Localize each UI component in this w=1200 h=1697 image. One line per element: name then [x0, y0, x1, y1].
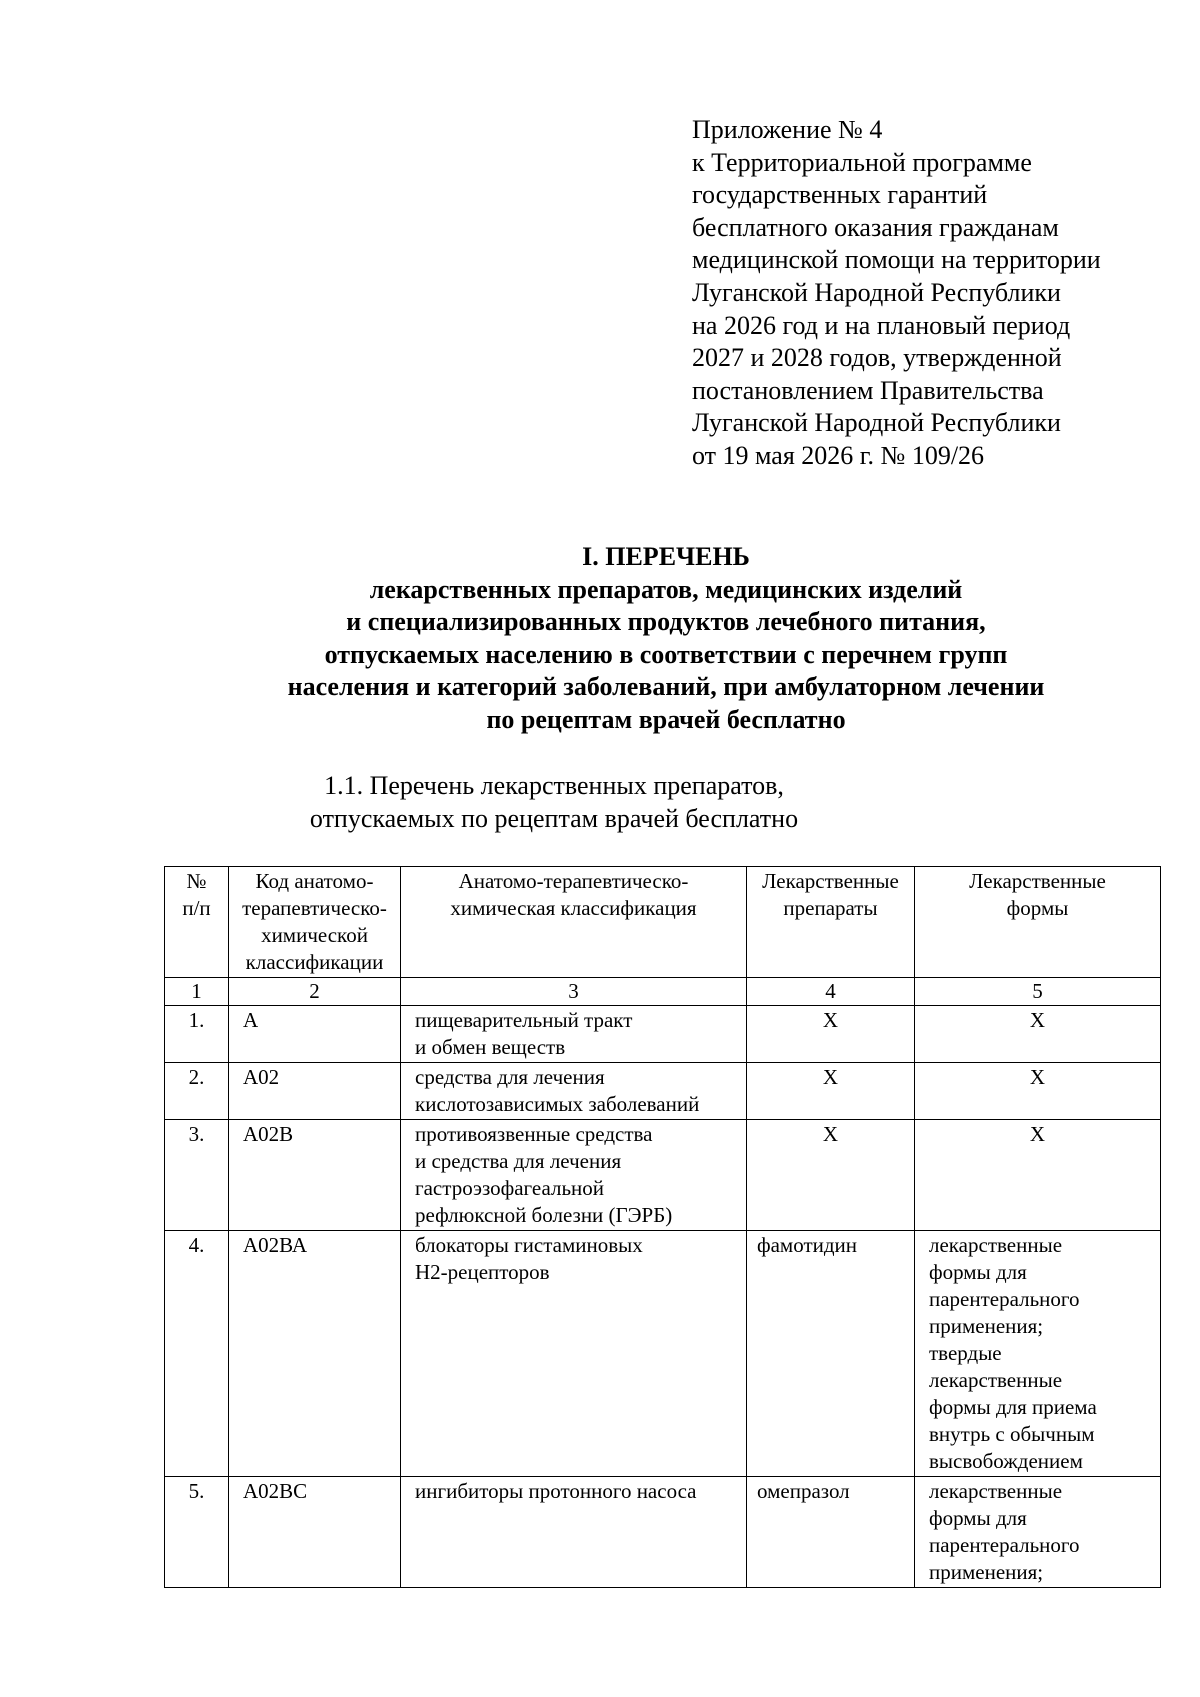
row-forms: X	[915, 1006, 1161, 1063]
header-num: № п/п	[165, 867, 229, 978]
row-drug: фамотидин	[747, 1231, 915, 1477]
row-classification: пищеварительный тракт и обмен веществ	[401, 1006, 747, 1063]
document-title	[0, 541, 1200, 737]
appendix-line: Приложение № 4	[692, 115, 883, 144]
appendix-line: постановлением Правительства	[692, 375, 1044, 405]
column-number-row	[165, 978, 1161, 1006]
row-code: А02В	[229, 1120, 401, 1231]
title-line: I. ПЕРЕЧЕНЬ	[582, 542, 750, 571]
title-line: и специализированных продуктов лечебного питания,	[346, 607, 986, 637]
table-row	[165, 1477, 1161, 1588]
subtitle-line: 1.1. Перечень лекарственных препаратов,	[324, 771, 784, 800]
row-code: А02ВС	[229, 1477, 401, 1588]
title-line: населения и категорий заболеваний, при амбулаторном лечении	[287, 672, 1045, 702]
row-num: 4.	[165, 1231, 229, 1477]
table-row	[165, 1063, 1161, 1120]
header-drugs: Лекарственные препараты	[747, 867, 915, 978]
column-number: 4	[747, 978, 915, 1006]
header-code: Код анатомо- терапевтическо- химической классификации	[229, 867, 401, 978]
row-num: 3.	[165, 1120, 229, 1231]
row-drug: X	[747, 1120, 915, 1231]
appendix-line: бесплатного оказания гражданам	[692, 212, 1059, 242]
row-code: А02	[229, 1063, 401, 1120]
row-classification: средства для лечения кислотозависимых заболеваний	[401, 1063, 747, 1120]
title-line: отпускаемых населению в соответствии с перечнем групп	[324, 639, 1008, 669]
row-classification: ингибиторы протонного насоса	[401, 1477, 747, 1588]
row-drug: омепразол	[747, 1477, 915, 1588]
appendix-line: 2027 и 2028 годов, утвержденной	[692, 343, 1062, 373]
row-drug: X	[747, 1063, 915, 1120]
header-classification: Анатомо-терапевтическо- химическая классификация	[401, 867, 747, 978]
row-code: А02ВА	[229, 1231, 401, 1477]
row-forms: лекарственные формы для парентерального применения; твердые лекарственные формы для приема внутрь с обычным высвобождением	[915, 1231, 1161, 1477]
table-row	[165, 1006, 1161, 1063]
table-row	[165, 1231, 1161, 1477]
row-num: 5.	[165, 1477, 229, 1588]
row-classification: противоязвенные средства и средства для лечения гастроэзофагеальной рефлюксной болезни (ГЭРБ)	[401, 1120, 747, 1231]
appendix-line: Луганской Народной Республики	[692, 408, 1061, 438]
appendix-line: на 2026 год и на плановый период	[692, 310, 1071, 340]
row-num: 1.	[165, 1006, 229, 1063]
section-subtitle	[0, 770, 1108, 835]
appendix-line: государственных гарантий	[692, 180, 988, 210]
title-line: лекарственных препаратов, медицинских изделий	[369, 574, 963, 604]
row-forms: лекарственные формы для парентерального применения;	[915, 1477, 1161, 1588]
header-forms: Лекарственные формы	[915, 867, 1161, 978]
table-header-row	[165, 867, 1161, 978]
subtitle-line: отпускаемых по рецептам врачей бесплатно	[309, 803, 799, 833]
column-number: 1	[165, 978, 229, 1006]
drug-list-table	[164, 866, 1161, 1588]
appendix-block	[692, 114, 1172, 473]
table-row	[165, 1120, 1161, 1231]
row-forms: X	[915, 1063, 1161, 1120]
column-number: 2	[229, 978, 401, 1006]
title-line: по рецептам врачей бесплатно	[486, 704, 846, 734]
column-number: 5	[915, 978, 1161, 1006]
row-classification: блокаторы гистаминовых Н2-рецепторов	[401, 1231, 747, 1477]
appendix-line: от 19 мая 2026 г. № 109/26	[692, 440, 985, 470]
row-code: А	[229, 1006, 401, 1063]
appendix-line: Луганской Народной Республики	[692, 277, 1061, 307]
column-number: 3	[401, 978, 747, 1006]
row-num: 2.	[165, 1063, 229, 1120]
appendix-line: медицинской помощи на территории	[692, 245, 1101, 275]
row-forms: X	[915, 1120, 1161, 1231]
row-drug: X	[747, 1006, 915, 1063]
appendix-line: к Территориальной программе	[692, 147, 1032, 177]
